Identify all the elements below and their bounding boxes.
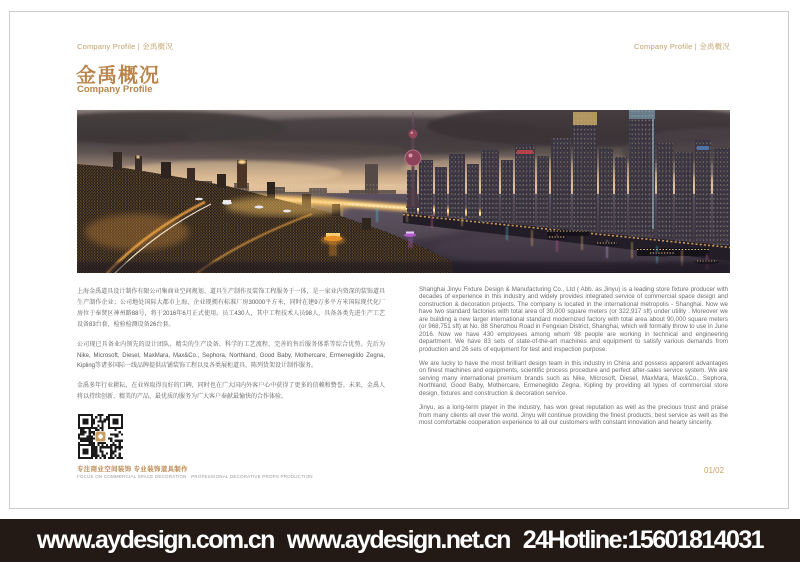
paragraph-cn-2: 公司现已具备业内领先的设计团队、精尖的生产设备、科学的工艺流程、完善的售后服务体系等综合优势。先后为Nike, Microsoft, Diesel, MaxMara, Max&Co., Sephora, Northland, Good Baby, Mothercare, Ermenegildo Zegna, Kipling等诸多国际一线品牌提供店铺装饰工程以及各类展柜道具、陈列货架设计制作服务。 [77,341,385,370]
intro-column-en [419,286,728,433]
footer-contact-bar [0,519,800,562]
shanghai-skyline-photo [77,110,730,273]
breadcrumb-left: Company Profile | 金禹概况 [77,42,173,51]
qr-tagline-cn: 专注商业空间装饰 专业装饰道具制作 [77,466,188,473]
qr-code [78,414,123,459]
footer-website-1: www.aydesign.com.cn [37,526,274,554]
page-title-cn: 金禹概况 [76,65,160,87]
intro-column-cn [77,287,385,412]
photo-bottom-vignette [77,262,730,273]
footer-website-2: www.aydesign.net.cn [286,526,510,554]
paragraph-cn-1: 上海金禹道具设计制作有限公司集商业空间规划、道具生产制作及装饰工程服务于一体，是一家业内资深的装饰道具生产制作企业；公司地处国际大都市上海，企业现拥有标准厂房30000平方米，同时在建9万多平方米国际现代化厂房位于奉贤区神州路88号，将于2016年6月正式使用。员工430人，其中工程技术人员98人，具备各类先进生产工艺设备83台套，检验检测设备26台套。 [77,289,385,328]
page-title-en: Company Profile [77,84,153,95]
breadcrumb-right: Company Profile | 金禹概况 [634,42,730,51]
paragraph-en-2: We are lucky to have the most brilliant design team in this industry in China and possess apparent advantages on finest machines and equipments, scientific process procedure and perfect after-sales service system. We are serving many international premium brands such as Nike, Microsoft, Diesel, MaxMara, Max&Co., Sephora, Northland, Good Baby, Mothercare, Ermenegildo Zegna, Kipling by providing all types of commercial store design, fixtures and construction & decoration service. [419,359,728,397]
paragraph-cn-3: 金禹多年行业耕耘，在业界取得良好的口碑，同时也在广大国内外客户心中获得了更多的信赖和赞誉。未来，金禹人将以持续创新、精美的产品、最优质的服务为广大客户奉献最愉快的合作体验。 [77,383,385,401]
paragraph-en-1: Shanghai Jinyu Fixture Design & Manufacturing Co., Ltd ( Abb. as Jinyu) is a leading store fixture producer with decades of experience in this industry and widely provides integrated service of commercial space design and construction & decoration projects. The company is located in the international metropolis - Shanghai. Now we have two standard factories with total area of 30,000 square meters (or 322,917 sft) under utility . Moreover we are building a new larger international standard modernized factory with total area about 90,000 square meters (or 968,751 sft) at No. 88 Shenzhou Road in Fengxian District, Shanghai, which will formally throw to use in June 2016. Now we have 430 employees among whom 98 people are working in technical and engineering department. We have 83 sets of state-of-the-art machines and equipment to satisfy various demands from production and 26 sets of equipment for test and inspection purpose. [419,286,728,353]
qr-tagline-en: FOCUS ON COMMERCIAL SPACE DECORATION · PROFESSIONAL DECORATIVE PROPS PRODUCTION [77,474,313,479]
footer-hotline: 24Hotline:15601814031 [522,526,763,554]
page-number: 01/02 [704,466,725,475]
paragraph-en-3: Jinyu, as a long-term player in the industry, has won great reputation as well as the precious trust and praise from many clients all over the world. Jinyu will continue providing the finest products, best service as well as the most comfortable cooperation experience to all our customers with constant innovation and hearty sincerity. [419,404,728,426]
